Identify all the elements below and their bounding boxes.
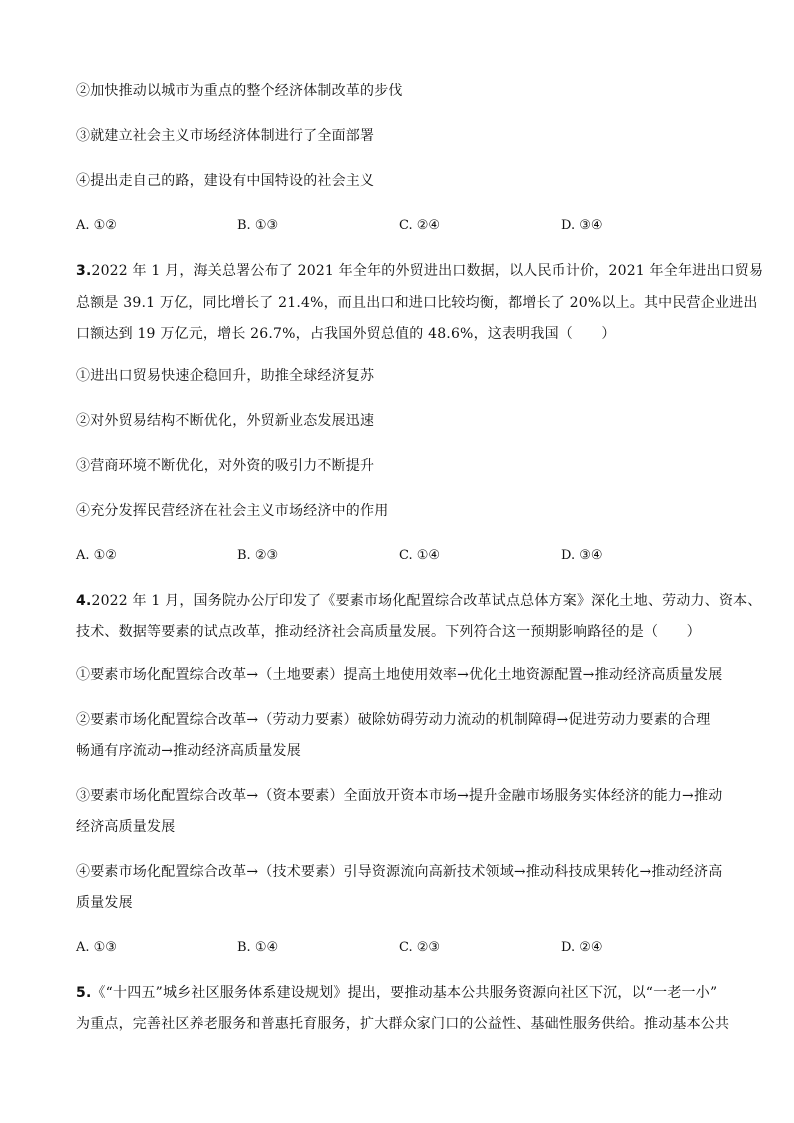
q2-option-c: C. ②④ [399, 218, 441, 233]
q4-option-a: A. ①③ [76, 940, 117, 955]
q3-item-1: ①进出口贸易快速企稳回升，助推全球经济复苏 [76, 368, 375, 384]
q3-item-4: ④充分发挥民营经济在社会主义市场经济中的作用 [76, 503, 389, 519]
q4-option-b: B. ①④ [237, 940, 279, 955]
q3-option-d: D. ③④ [561, 548, 603, 563]
q2-option-a: A. ①② [76, 218, 117, 233]
q4-item-3-line-2: 经济高质量发展 [76, 819, 176, 835]
q3-stem-line-1: 3.2022 年 1 月，海关总署公布了 2021 年全年的外贸进出口数据，以人民币计价，2021 年全年进出口贸易 [76, 263, 764, 279]
q2-item-4: ④提出走自己的路，建设有中国特设的社会主义 [76, 173, 375, 189]
q5-number: 5. [76, 985, 92, 1001]
q4-stem-line-2: 技术、数据等要素的试点改革，推动经济社会高质量发展。下列符合这一预期影响路径的是（ ） [76, 624, 701, 640]
q2-item-2: ②加快推动以城市为重点的整个经济体制改革的步伐 [76, 83, 403, 99]
q2-option-d: D. ③④ [561, 218, 603, 233]
q5-stem-line-1: 5.《“十四五”城乡社区服务体系建设规划》提出，要推动基本公共服务资源向社区下沉，以“一老一小” [76, 985, 718, 1001]
q4-item-4-line-2: 质量发展 [76, 895, 133, 911]
q3-stem-line-2: 总额是 39.1 万亿，同比增长了 21.4%，而且出口和进口比较均衡，都增长了 20%以上。其中民营企业进出 [76, 295, 758, 311]
q3-number: 3. [76, 263, 92, 279]
q4-item-1: ①要素市场化配置综合改革→（土地要素）提高土地使用效率→优化土地资源配置→推动经济高质量发展 [76, 667, 723, 683]
q4-option-c: C. ②③ [399, 940, 441, 955]
q3-item-2: ②对外贸易结构不断优化，外贸新业态发展迅速 [76, 413, 375, 429]
q3-option-b: B. ②③ [237, 548, 279, 563]
q4-item-2-line-2: 畅通有序流动→推动经济高质量发展 [76, 743, 301, 759]
q3-stem-line-3: 口额达到 19 万亿元，增长 26.7%，占我国外贸总值的 48.6%，这表明我国（ ） [76, 326, 616, 342]
q4-item-3-line-1: ③要素市场化配置综合改革→（资本要素）全面放开资本市场→提升金融市场服务实体经济的能力→推动 [76, 788, 723, 804]
q3-item-3: ③营商环境不断优化，对外资的吸引力不断提升 [76, 458, 375, 474]
q4-item-4-line-1: ④要素市场化配置综合改革→（技术要素）引导资源流向高新技术领域→推动科技成果转化→推动经济高 [76, 864, 723, 880]
q4-number: 4. [76, 593, 92, 609]
q4-option-d: D. ②④ [561, 940, 603, 955]
q5-stem-line-2: 为重点，完善社区养老服务和普惠托育服务，扩大群众家门口的公益性、基础性服务供给。推动基本公共 [76, 1016, 730, 1032]
q2-option-b: B. ①③ [237, 218, 279, 233]
q3-option-a: A. ①② [76, 548, 117, 563]
q2-item-3: ③就建立社会主义市场经济体制进行了全面部署 [76, 128, 375, 144]
q4-stem-line-1: 4.2022 年 1 月，国务院办公厅印发了《要素市场化配置综合改革试点总体方案》深化土地、劳动力、资本、 [76, 593, 762, 609]
q3-option-c: C. ①④ [399, 548, 441, 563]
q4-item-2-line-1: ②要素市场化配置综合改革→（劳动力要素）破除妨碍劳动力流动的机制障碍→促进劳动力要素的合理 [76, 712, 711, 728]
